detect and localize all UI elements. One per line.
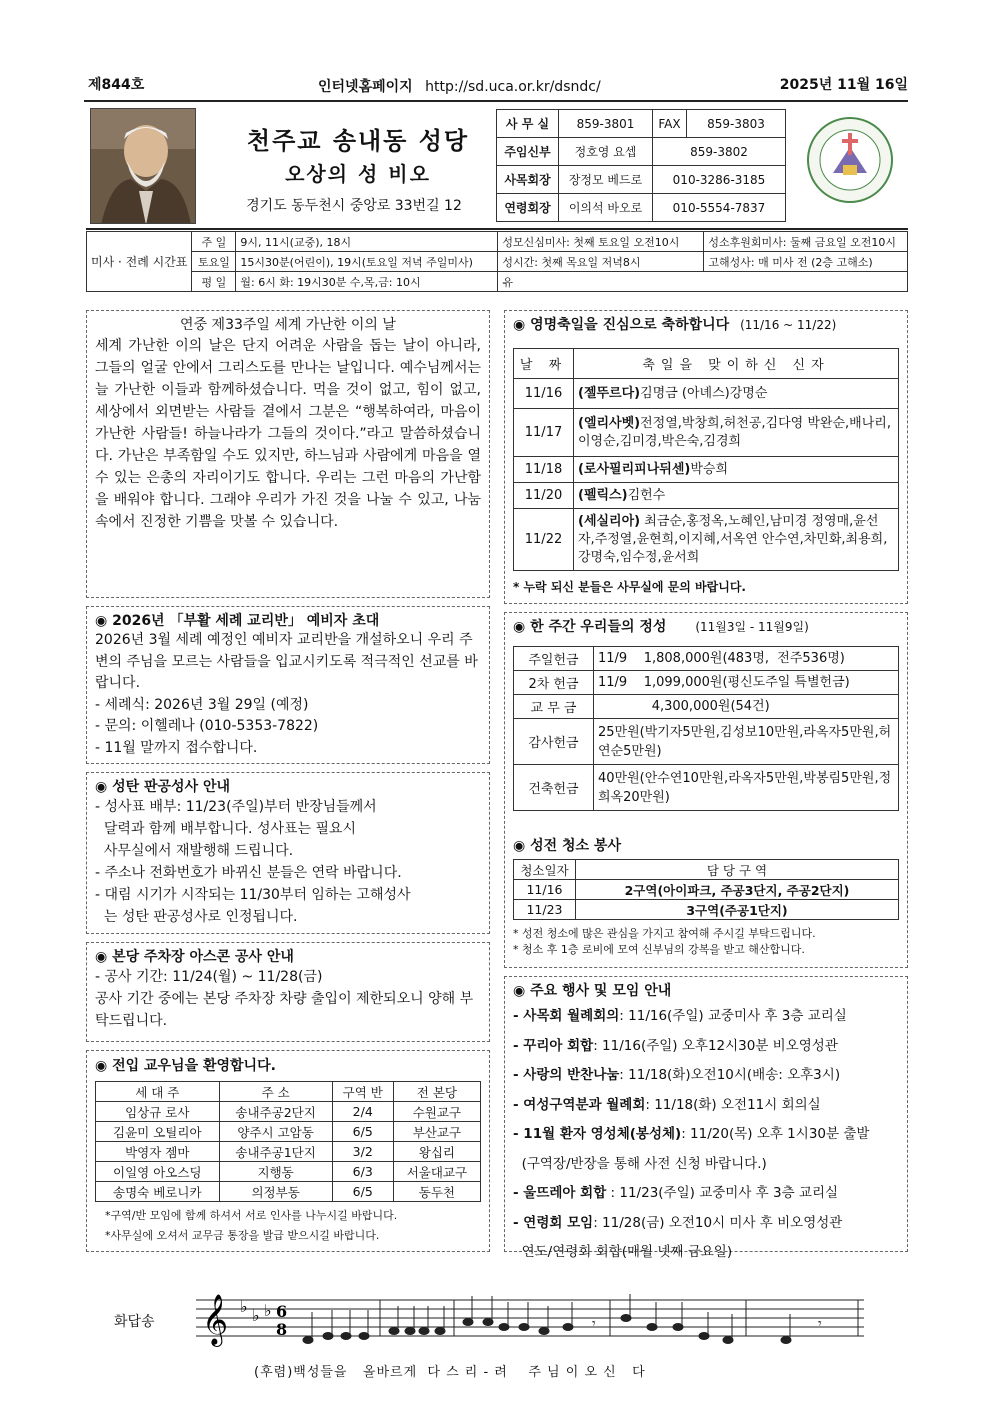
table-row bbox=[514, 880, 899, 900]
parking-line: 공사 기간 중에는 본당 주차장 차량 출입이 제한되오니 양해 부탁드립니다. bbox=[95, 991, 474, 1029]
table-cell: 지행동 bbox=[219, 1162, 332, 1182]
offering-amount: 11/9 1,808,000원(483명, 전주536명) bbox=[594, 647, 899, 671]
header-rule bbox=[84, 100, 908, 102]
offering-title-line bbox=[513, 616, 899, 636]
event-item bbox=[513, 1032, 899, 1062]
event-head: - 여성구역분과 월례회 bbox=[513, 1096, 646, 1113]
event-text: : 11/23(주일) 교중미사 후 3층 교리실 bbox=[606, 1185, 839, 1201]
offering-title: ◉ 한 주간 우리들의 정성 bbox=[513, 619, 667, 635]
feast-names: 최금순,홍정옥,노혜인,남미경 정영매,윤선자,주정열,윤현희,이지혜,서옥연 안수연,차민화,최용희,강명숙,임수정,윤서희 bbox=[578, 513, 888, 565]
contact-label: 사목회장 bbox=[497, 166, 559, 194]
offering-kind: 건축헌금 bbox=[514, 765, 594, 811]
svg-text:𝄾: 𝄾 bbox=[818, 1316, 822, 1332]
column-header: 주 소 bbox=[219, 1082, 332, 1102]
saint-portrait bbox=[90, 108, 196, 224]
table-cell: 의정부동 bbox=[219, 1182, 332, 1202]
event-item bbox=[513, 1238, 899, 1268]
contact-value: 010-5554-7837 bbox=[653, 194, 786, 222]
psalm-lyrics: (후렴)백성들을 올바르게 다 스 리 - 려 주 님 이 오 신 다 bbox=[254, 1365, 646, 1380]
event-item bbox=[513, 1091, 899, 1121]
contact-value: 이의석 바오로 bbox=[559, 194, 653, 222]
table-row bbox=[514, 719, 899, 765]
feast-names: 김명금 (아녜스)강명순 bbox=[640, 385, 768, 401]
event-item bbox=[513, 1120, 899, 1150]
table-row bbox=[514, 483, 899, 509]
contact-label: 연령회장 bbox=[497, 194, 559, 222]
event-text: : 11/18(화) 오전11시 회의실 bbox=[645, 1096, 821, 1113]
parking-line: - 공사 기간: 11/24(월) ~ 11/28(금) bbox=[95, 969, 323, 985]
event-item bbox=[513, 1179, 899, 1209]
offering-kind: 감사헌금 bbox=[514, 719, 594, 765]
schedule-row bbox=[87, 272, 908, 292]
mass-schedule bbox=[86, 231, 908, 292]
contact-label: 사 무 실 bbox=[497, 110, 559, 138]
table-row bbox=[514, 671, 899, 695]
offering-amount: 11/9 1,099,000원(평신도주일 특별헌금) bbox=[594, 671, 899, 695]
schedule-rule bbox=[86, 228, 908, 230]
offering-kind: 2차 헌금 bbox=[514, 671, 594, 695]
offering-amount: 25만원(박기자5만원,김성보10만원,라옥자5만원,허연순5만원) bbox=[594, 719, 899, 765]
homepage-url[interactable]: http://sd.uca.or.kr/dsndc/ bbox=[425, 79, 601, 95]
svg-text:𝄾: 𝄾 bbox=[592, 1316, 596, 1332]
newcomers-note: *사무실에 오셔서 교무금 통장을 발급 받으시길 바랍니다. bbox=[105, 1229, 380, 1242]
schedule-day: 평 일 bbox=[192, 272, 236, 292]
schedule-times: 9시, 11시(교중), 18시 bbox=[236, 232, 498, 252]
cleaning-title: ◉ 성전 청소 봉사 bbox=[513, 838, 621, 854]
cleaning-date: 11/23 bbox=[514, 900, 576, 920]
table-row bbox=[514, 509, 899, 571]
table-cell: 양주시 고암동 bbox=[219, 1122, 332, 1142]
svg-text:6: 6 bbox=[276, 1302, 288, 1321]
offering-range: (11월3일 - 11월9일) bbox=[695, 620, 809, 634]
feast-date: 11/22 bbox=[514, 509, 574, 571]
feast-date: 11/16 bbox=[514, 379, 574, 409]
feast-box bbox=[504, 310, 908, 604]
table-cell: 송내주공1단지 bbox=[219, 1142, 332, 1162]
column-header: 청소일자 bbox=[514, 860, 576, 880]
table-cell: 이일영 아오스딩 bbox=[96, 1162, 220, 1182]
parish-logo bbox=[805, 115, 895, 205]
feast-note: * 누락 되신 분들은 사무실에 문의 바랍니다. bbox=[513, 580, 746, 594]
feast-saint: (로사필리피나뒤센) bbox=[578, 461, 691, 477]
column-header: 세 대 주 bbox=[96, 1082, 220, 1102]
contact-row bbox=[497, 110, 786, 138]
music-staff bbox=[196, 1290, 864, 1370]
table-row bbox=[514, 457, 899, 483]
svg-text:𝄞: 𝄞 bbox=[202, 1294, 229, 1345]
feast-range: (11/16 ~ 11/22) bbox=[740, 318, 837, 332]
table-cell: 송명숙 베로니카 bbox=[96, 1182, 220, 1202]
feast-names-cell bbox=[574, 483, 899, 509]
table-row bbox=[96, 1142, 481, 1162]
table-cell: 서울대교구 bbox=[393, 1162, 480, 1182]
column-header: 구역 반 bbox=[332, 1082, 393, 1102]
schedule-times: 월: 6시 화: 19시30분 수,목,금: 10시 bbox=[236, 272, 498, 292]
christmas-title: ◉ 성탄 판공성사 안내 bbox=[95, 779, 231, 795]
schedule-note: 성모신심미사: 첫째 토요일 오전10시 bbox=[498, 232, 704, 252]
table-header-row bbox=[514, 860, 899, 880]
event-item bbox=[513, 1002, 899, 1032]
baptism-item: - 11월 말까지 접수합니다. bbox=[95, 739, 258, 756]
baptism-item: - 세례식: 2026년 3월 29일 (예정) bbox=[95, 696, 309, 713]
contact-value: 장정모 베드로 bbox=[559, 166, 653, 194]
svg-text:♭: ♭ bbox=[252, 1306, 260, 1325]
offering-table bbox=[513, 646, 899, 811]
bulletin-date: 2025년 11월 16일 bbox=[779, 77, 908, 93]
contact-label: FAX bbox=[653, 110, 687, 138]
contact-row bbox=[497, 166, 786, 194]
event-text: : 11/16(주일) 오후12시30분 비오영성관 bbox=[593, 1037, 838, 1054]
event-head: - 연령회 모임 bbox=[513, 1214, 594, 1231]
table-row bbox=[96, 1122, 481, 1142]
contact-value: 정호영 요셉 bbox=[559, 138, 653, 166]
table-row bbox=[514, 379, 899, 409]
table-header-row bbox=[96, 1082, 481, 1102]
offering-kind: 교 무 금 bbox=[514, 695, 594, 719]
newcomers-table bbox=[95, 1081, 481, 1202]
christmas-line: - 주소나 전화번호가 바뀌신 분들은 연락 바랍니다. bbox=[95, 865, 402, 881]
cleaning-note: * 성전 청소에 많은 관심을 가지고 참여해 주시길 부탁드립니다. bbox=[513, 927, 816, 940]
offering-amount: 40만원(안수연10만원,라옥자5만원,박봉림5만원,정희옥20만원) bbox=[594, 765, 899, 811]
table-row bbox=[514, 647, 899, 671]
table-row bbox=[96, 1162, 481, 1182]
table-cell: 김윤미 오틸리아 bbox=[96, 1122, 220, 1142]
parking-box bbox=[86, 942, 490, 1042]
feast-date: 11/18 bbox=[514, 457, 574, 483]
table-cell: 6/5 bbox=[332, 1122, 393, 1142]
table-cell: 6/3 bbox=[332, 1162, 393, 1182]
column-header: 담 당 구 역 bbox=[576, 860, 899, 880]
contact-value: 859-3803 bbox=[687, 110, 786, 138]
schedule-row bbox=[87, 252, 908, 272]
issue-number: 제844호 bbox=[88, 77, 145, 93]
event-text: : 11/20(목) 오후 1시30분 출발 bbox=[681, 1126, 870, 1142]
contact-table bbox=[496, 109, 786, 222]
table-row bbox=[96, 1182, 481, 1202]
feast-saint: (펠릭스) bbox=[578, 487, 628, 503]
schedule-title: 미사 · 전례 시간표 bbox=[87, 232, 192, 292]
feast-saint: (세실리아) bbox=[578, 513, 641, 529]
event-head: - 사목회 월례회의 bbox=[513, 1008, 620, 1024]
svg-text:♭: ♭ bbox=[264, 1301, 272, 1320]
feast-names-cell bbox=[574, 379, 899, 409]
table-row bbox=[514, 695, 899, 719]
newcomers-box bbox=[86, 1050, 490, 1252]
svg-text:8: 8 bbox=[276, 1320, 288, 1339]
christmas-line: 달력과 함께 배부합니다. 성사표는 필요시 bbox=[95, 821, 357, 837]
poor-day-box bbox=[86, 310, 490, 598]
event-head: - 울뜨레아 회합 bbox=[513, 1185, 607, 1201]
feast-names-cell bbox=[574, 509, 899, 571]
events-title: ◉ 주요 행사 및 모임 안내 bbox=[513, 983, 672, 999]
homepage-label: 인터넷홈페이지 bbox=[318, 79, 413, 95]
homepage bbox=[318, 76, 601, 96]
psalm-label: 화답송 bbox=[114, 1314, 155, 1330]
church-address: 경기도 동두천시 중앙로 33번길 12 bbox=[246, 198, 462, 214]
offering-box bbox=[504, 612, 908, 968]
cleaning-zone: 3구역(주공1단지) bbox=[576, 900, 899, 920]
feast-title: ◉ 영명축일을 진심으로 축하합니다 bbox=[513, 317, 730, 333]
svg-text:♭: ♭ bbox=[240, 1297, 248, 1316]
event-head: - 11월 환자 영성체(봉성체) bbox=[513, 1126, 682, 1142]
christmas-line: 사무실에서 재발행해 드립니다. bbox=[95, 843, 294, 859]
feast-table bbox=[513, 348, 899, 571]
event-text: 연도/연령회 회합(매월 넷째 금요일) bbox=[513, 1244, 733, 1260]
baptism-item: - 문의: 이헬레나 (010-5353-7822) bbox=[95, 718, 319, 734]
church-patron: 오상의 성 비오 bbox=[285, 162, 431, 186]
table-cell: 수원교구 bbox=[393, 1102, 480, 1122]
schedule-note: 고해성사: 매 미사 전 (2층 고해소) bbox=[704, 252, 908, 272]
table-row bbox=[514, 409, 899, 457]
baptism-title: ◉ 2026년 「부활 세례 교리반」 예비자 초대 bbox=[95, 613, 380, 629]
christmas-line: 는 성탄 판공성사로 인정됩니다. bbox=[95, 909, 298, 925]
event-text: : 11/16(주일) 교중미사 후 3층 교리실 bbox=[619, 1008, 847, 1024]
event-item bbox=[513, 1209, 899, 1239]
baptism-body: 2026년 3월 세례 예정인 예비자 교리반을 개설하오니 우리 주변의 주님을 모르는 사람들을 입교시키도록 적극적인 선교를 바랍니다. bbox=[95, 632, 478, 691]
feast-names-cell bbox=[574, 409, 899, 457]
feast-saint: (엘리사벳) bbox=[578, 415, 641, 431]
table-cell: 동두천 bbox=[393, 1182, 480, 1202]
feast-names-cell bbox=[574, 457, 899, 483]
christmas-box bbox=[86, 772, 490, 934]
feast-names: 박승희 bbox=[690, 461, 729, 477]
offering-kind: 주일헌금 bbox=[514, 647, 594, 671]
event-head: - 사랑의 반찬나눔 bbox=[513, 1067, 620, 1083]
church-name: 천주교 송내동 성당 bbox=[246, 127, 470, 155]
table-row bbox=[96, 1102, 481, 1122]
schedule-times: 15시30분(어린이), 19시(토요일 저녁 주일미사) bbox=[236, 252, 498, 272]
table-cell: 송내주공2단지 bbox=[219, 1102, 332, 1122]
cleaning-table bbox=[513, 859, 899, 920]
contact-value: 859-3802 bbox=[653, 138, 786, 166]
baptism-box bbox=[86, 606, 490, 764]
christmas-line: - 성사표 배부: 11/23(주일)부터 반장님들께서 bbox=[95, 799, 377, 815]
column-header: 축일을 맞이하신 신자 bbox=[574, 349, 899, 379]
event-text: : 11/18(화)오전10시(배송: 오후3시) bbox=[619, 1067, 841, 1083]
cleaning-note: * 청소 후 1층 로비에 모여 신부님의 강복을 받고 해산합니다. bbox=[513, 943, 805, 956]
contact-value: 010-3286-3185 bbox=[653, 166, 786, 194]
poor-day-title: 연중 제33주일 세계 가난한 이의 날 bbox=[180, 317, 396, 333]
feast-names: 김헌수 bbox=[627, 487, 666, 503]
christmas-line: - 대림 시기가 시작되는 11/30부터 임하는 고해성사 bbox=[95, 887, 411, 903]
table-cell: 3/2 bbox=[332, 1142, 393, 1162]
cleaning-date: 11/16 bbox=[514, 880, 576, 900]
feast-saint: (젤뚜르다) bbox=[578, 385, 641, 401]
table-cell: 임상규 로사 bbox=[96, 1102, 220, 1122]
contact-value: 859-3801 bbox=[559, 110, 653, 138]
event-text: : 11/28(금) 오전10시 미사 후 비오영성관 bbox=[593, 1214, 843, 1231]
schedule-note: 성시간: 첫째 목요일 저녁8시 bbox=[498, 252, 704, 272]
newcomers-title: ◉ 전입 교우님을 환영합니다. bbox=[95, 1058, 276, 1074]
table-cell: 박영자 젬마 bbox=[96, 1142, 220, 1162]
schedule-note: 성소후원회미사: 둘째 금요일 오전10시 bbox=[704, 232, 908, 252]
contact-row bbox=[497, 194, 786, 222]
poor-day-body: 세계 가난한 이의 날은 단지 어려운 사람을 돕는 날이 아니라, 그들의 얼굴 안에서 그리스도를 만나는 날입니다. 예수님께서는 늘 가난한 이들과 함께하셨습니다. 먹을 것이 없고, 힘이 없고, 세상에서 외면받는 사람들 곁에서 그분은 “행복하여라, 마음이 가난한 사람들! 하늘나라가 그들의 것이다.”라고 말씀하셨습니다. 가난은 부족함일 수도 있지만, 하느님과 사람에게 마음을 열 수 있는 은총의 자리이기도 합니다. 우리는 그런 마음의 가난함을 배워야 합니다. 그래야 우리가 가진 것을 나눌 수 있고, 나눔 속에서 진정한 기쁨을 맛볼 수 있습니다. bbox=[95, 338, 481, 530]
table-cell: 2/4 bbox=[332, 1102, 393, 1122]
newcomers-note: *구역/반 모임에 함께 하셔서 서로 인사를 나누시길 바랍니다. bbox=[105, 1209, 398, 1222]
feast-date: 11/17 bbox=[514, 409, 574, 457]
events-box bbox=[504, 976, 908, 1260]
schedule-row bbox=[87, 232, 908, 252]
table-row bbox=[514, 765, 899, 811]
event-item bbox=[513, 1061, 899, 1091]
table-cell: 6/5 bbox=[332, 1182, 393, 1202]
parking-title: ◉ 본당 주차장 아스콘 공사 안내 bbox=[95, 949, 294, 965]
contact-row bbox=[497, 138, 786, 166]
table-row bbox=[514, 900, 899, 920]
feast-names: 전정열,박창희,허천공,김다영 박완순,배나리,이영순,김미경,박은숙,김경희 bbox=[578, 415, 891, 449]
column-header: 전 본당 bbox=[393, 1082, 480, 1102]
event-text: (구역장/반장을 통해 사전 신청 바랍니다.) bbox=[513, 1155, 767, 1172]
feast-title-line bbox=[513, 314, 899, 334]
contact-label: 주임신부 bbox=[497, 138, 559, 166]
schedule-day: 토요일 bbox=[192, 252, 236, 272]
table-header-row bbox=[514, 349, 899, 379]
schedule-note: 유 bbox=[498, 272, 908, 292]
table-cell: 왕십리 bbox=[393, 1142, 480, 1162]
offering-amount: 4,300,000원(54건) bbox=[594, 695, 899, 719]
event-item bbox=[513, 1150, 899, 1180]
table-cell: 부산교구 bbox=[393, 1122, 480, 1142]
schedule-day: 주 일 bbox=[192, 232, 236, 252]
cleaning-zone: 2구역(아이파크, 주공3단지, 주공2단지) bbox=[576, 880, 899, 900]
event-head: - 꾸리아 회합 bbox=[513, 1037, 594, 1054]
feast-date: 11/20 bbox=[514, 483, 574, 509]
column-header: 날 짜 bbox=[514, 349, 574, 379]
